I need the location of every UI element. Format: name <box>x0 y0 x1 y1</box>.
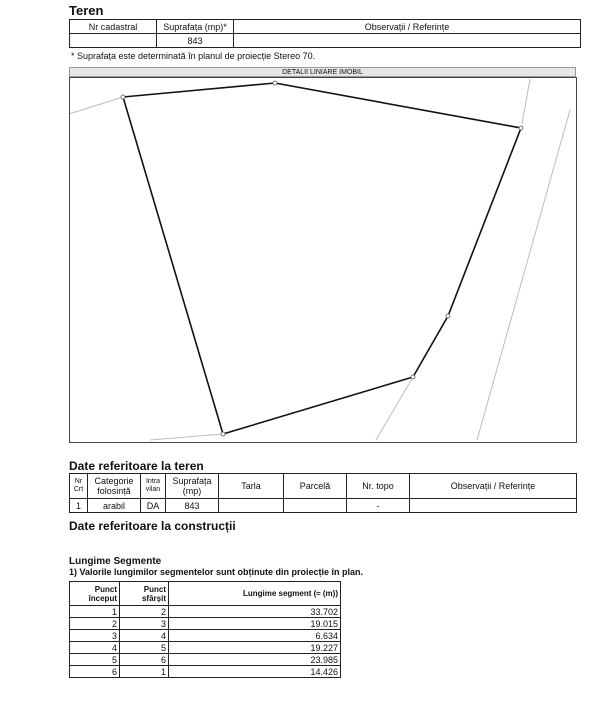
header-punct-inceput: Punct început <box>70 582 120 606</box>
segmente-rows <box>70 606 341 678</box>
cell-suprafata: 843 <box>157 34 234 48</box>
segment-length-cell: 33.702 <box>169 606 341 618</box>
header-observatii: Observații / Referințe <box>234 20 581 34</box>
segment-length-cell: 6.634 <box>169 630 341 642</box>
segment-length-cell: 19.015 <box>169 618 341 630</box>
neighbor-line <box>50 97 123 120</box>
table-row <box>70 630 341 642</box>
header-nr-cadastral: Nr cadastral <box>70 20 157 34</box>
segment-end-cell: 3 <box>120 618 169 630</box>
neighbor-line <box>477 110 570 440</box>
segmente-title: Lungime Segmente <box>69 556 162 567</box>
cell-categorie: arabil <box>88 499 141 513</box>
table-row <box>70 654 341 666</box>
date-teren-table <box>69 473 577 513</box>
segment-length-cell: 23.985 <box>169 654 341 666</box>
cell-parcela <box>284 499 347 513</box>
segment-end-cell: 6 <box>120 654 169 666</box>
neighbor-lines <box>50 79 570 440</box>
segment-start-cell: 6 <box>70 666 120 678</box>
parcel-polygon <box>123 83 521 434</box>
date-teren-title: Date referitoare la teren <box>69 459 204 473</box>
neighbor-line <box>522 79 530 124</box>
cell-tarla <box>219 499 284 513</box>
teren-note: * Suprafața este determinată în planul de proiecție Stereo 70. <box>71 51 316 61</box>
parcel-boundary <box>123 83 521 434</box>
segment-start-cell: 2 <box>70 618 120 630</box>
segment-start-cell: 3 <box>70 630 120 642</box>
header-observatii-teren: Observații / Referințe <box>410 474 577 499</box>
table-row <box>70 642 341 654</box>
table-row <box>70 666 341 678</box>
constructii-title: Date referitoare la construcții <box>69 519 236 533</box>
cell-observatii-teren <box>410 499 577 513</box>
parcel-vertices <box>121 81 523 436</box>
parcel-vertex <box>411 375 415 379</box>
header-punct-sfarsit: Punct sfârșit <box>120 582 169 606</box>
header-lungime: Lungime segment (≈ (m)) <box>169 582 341 606</box>
segment-end-cell: 2 <box>120 606 169 618</box>
parcel-vertex <box>221 432 225 436</box>
header-intravilan: Intra vilan <box>141 474 166 499</box>
header-categorie: Categorie folosință <box>88 474 141 499</box>
table-row <box>70 618 341 630</box>
parcel-vertex <box>519 126 523 130</box>
teren-title: Teren <box>69 3 104 18</box>
segment-end-cell: 1 <box>120 666 169 678</box>
segment-start-cell: 1 <box>70 606 120 618</box>
cell-nr-topo: - <box>347 499 410 513</box>
parcel-vertex <box>273 81 277 85</box>
segment-length-cell: 19.227 <box>169 642 341 654</box>
plan-header: DETALII LINIARE IMOBIL <box>69 67 576 77</box>
header-tarla: Tarla <box>219 474 284 499</box>
cell-intravilan: DA <box>141 499 166 513</box>
header-nr-topo: Nr. topo <box>347 474 410 499</box>
header-nr-crt: Nr Crt <box>70 474 88 499</box>
table-row <box>70 606 341 618</box>
header-suprafata-teren: Suprafața (mp) <box>166 474 219 499</box>
header-parcela: Parcelă <box>284 474 347 499</box>
segment-end-cell: 5 <box>120 642 169 654</box>
cell-nr-crt: 1 <box>70 499 88 513</box>
header-suprafata: Suprafața (mp)* <box>157 20 234 34</box>
segment-start-cell: 4 <box>70 642 120 654</box>
cell-suprafata-teren: 843 <box>166 499 219 513</box>
segment-end-cell: 4 <box>120 630 169 642</box>
segmente-table <box>69 581 341 678</box>
neighbor-line <box>150 434 223 440</box>
segment-length-cell: 14.426 <box>169 666 341 678</box>
segment-start-cell: 5 <box>70 654 120 666</box>
parcel-vertex <box>446 314 450 318</box>
parcel-vertex <box>121 95 125 99</box>
segmente-subtitle: 1) Valorile lungimilor segmentelor sunt obținute din proiecție în plan. <box>69 567 364 577</box>
